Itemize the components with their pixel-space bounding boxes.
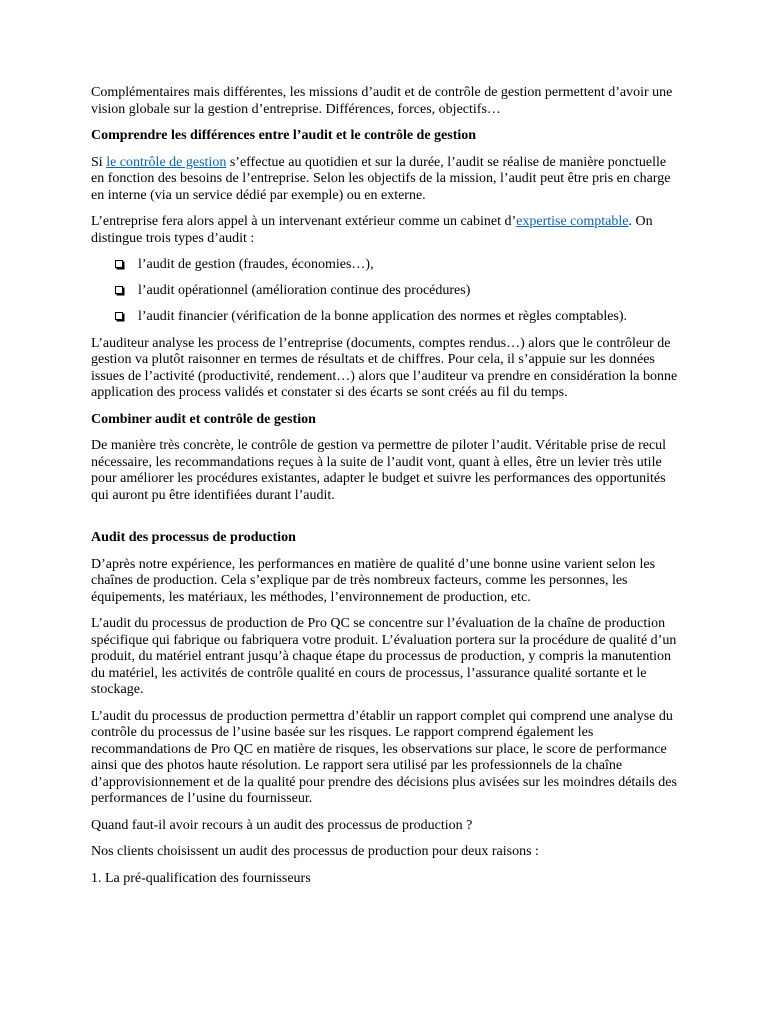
- list-item-text: l’audit financier (vérification de la bonne application des normes et règles comptables).: [138, 309, 628, 324]
- list-item-text: l’audit opérationnel (amélioration continue des procédures): [138, 283, 471, 298]
- document-page: [91, 85, 681, 897]
- paragraph-rapport: L’audit du processus de production permettra d’établir un rapport complet qui comprend une analyse du contrôle du processus de l’usine basée sur les risques. Le rapport comprend également les recommandations de Pro QC en matière de risques, les observations sur place, le score de performance ainsi que des photos haute résolution. Le rapport sera utilisé par les professionnels de la chaîne d’approvisionnement et de la qualité pour prendre des décisions plus avisées sur les moindres détails des performances de l’usine du fournisseur.: [91, 708, 677, 806]
- list-item: [91, 257, 681, 274]
- audit-types-list: [91, 257, 681, 326]
- list-item: [91, 309, 681, 326]
- link-controle-de-gestion[interactable]: le contrôle de gestion: [106, 154, 227, 170]
- checkbox-bullet-icon: [115, 286, 123, 294]
- text-segment: . On distingue trois types d’audit :: [91, 214, 653, 246]
- list-item: [91, 283, 681, 300]
- heading-differences: Comprendre les différences entre l’audit et le contrôle de gestion: [91, 128, 477, 143]
- paragraph-pro-qc-evaluation: L’audit du processus de production de Pro QC se concentre sur l’évaluation de la chaîne de production spécifique qui fabrique ou fabriquera votre produit. L’évaluation portera sur la procédure de qualité d’un produit, du matériel entrant jusqu’à chaque étape du processus de production, y compris la manutention du matériel, les activités de contrôle qualité en cours de processus, l’assurance qualité sortante et le stockage.: [91, 616, 677, 697]
- intro-paragraph: Complémentaires mais différentes, les missions d’audit et de contrôle de gestion permettent d’avoir une vision globale sur la gestion d’entreprise. Différences, forces, objectifs…: [91, 85, 673, 117]
- heading-audit-processus: Audit des processus de production: [91, 530, 296, 545]
- checkbox-bullet-icon: [115, 260, 123, 268]
- paragraph-raisons: Nos clients choisissent un audit des processus de production pour deux raisons :: [91, 844, 539, 859]
- paragraph-question: Quand faut-il avoir recours à un audit des processus de production ?: [91, 817, 473, 833]
- paragraph-intervenant: [91, 214, 681, 247]
- list-item-text: l’audit de gestion (fraudes, économies…),: [138, 257, 374, 272]
- heading-combiner: Combiner audit et contrôle de gestion: [91, 411, 316, 427]
- checkbox-bullet-icon: [115, 312, 123, 320]
- text-segment: s’effectue au quotidien et sur la durée, l’audit se réalise de manière ponctuelle en fonction des besoins de l’entreprise. Selon les objectifs de la mission, l’audit peut être pris en charge en interne (via un service dédié par exemple) ou en externe.: [91, 154, 671, 203]
- text-segment: Si: [91, 154, 107, 170]
- paragraph-piloter-audit: De manière très concrète, le contrôle de gestion va permettre de piloter l’audit. Véritable prise de recul nécessaire, les recommandations reçues à la suite de l’audit vont, quant à elles, être un levier très utile pour améliorer les procédures existantes, adapter le budget et suivre les performances des opportunités qui auront pu être identifiées durant l’audit.: [91, 438, 667, 503]
- link-expertise-comptable[interactable]: expertise comptable: [516, 214, 629, 229]
- blank-line: [91, 514, 681, 530]
- paragraph-auditeur: L’auditeur analyse les process de l’entreprise (documents, comptes rendus…) alors que le contrôleur de gestion va plutôt raisonner en termes de résultats et de chiffres. Pour cela, il s’appuie sur les données issues de l’activité (productivité, rendement…) alors que l’auditeur va prendre en considération la bonne application des process validés et constater si des écarts se sont créés au fil du temps.: [91, 335, 678, 400]
- paragraph-prequalification: 1. La pré-qualification des fournisseurs: [91, 870, 311, 886]
- paragraph-controle-gestion: [91, 155, 681, 205]
- paragraph-experience: D’après notre expérience, les performances en matière de qualité d’une bonne usine varient selon les chaînes de production. Cela s’explique par de très nombreux facteurs, comme les personnes, les équipements, les matériaux, les méthodes, l’environnement de production, etc.: [91, 556, 656, 605]
- text-segment: L’entreprise fera alors appel à un intervenant extérieur comme un cabinet d’: [91, 214, 517, 229]
